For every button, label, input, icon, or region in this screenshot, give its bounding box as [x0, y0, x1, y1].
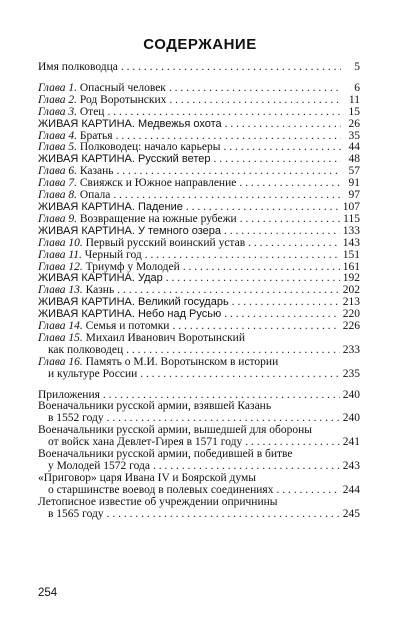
toc-entry-title: ЖИВАЯ КАРТИНА. Медвежья охота — [38, 117, 222, 130]
toc-page-number: 151 — [342, 248, 360, 261]
toc-entry-title: Семья и потомки — [85, 320, 170, 333]
toc-entry-title: о старшинстве воевод в полевых соединениях — [48, 483, 274, 496]
chapter-number: Глава 14. — [38, 320, 83, 333]
toc-page-number: 202 — [342, 284, 360, 297]
toc-entry-title: Имя полководца — [38, 61, 118, 73]
leader-dots — [140, 369, 339, 381]
toc-page-number: 44 — [348, 141, 360, 154]
toc-page-number: 107 — [342, 200, 360, 213]
toc-entry-title: Приложения — [38, 388, 100, 401]
leader-dots — [183, 262, 340, 274]
toc-entry-title-line1: Михаил Иванович Воротынский — [85, 331, 245, 344]
toc-page-number: 91 — [348, 177, 360, 190]
table-of-contents — [38, 62, 360, 521]
toc-entry[interactable] — [38, 473, 360, 497]
toc-entry-title: Казнь — [85, 284, 115, 297]
leader-dots — [232, 297, 340, 309]
toc-entry-title: от войск хана Девлет-Гирея в 1571 году — [48, 436, 243, 449]
toc-entry[interactable] — [38, 107, 360, 119]
toc-page-number: 26 — [348, 117, 360, 130]
toc-entry[interactable] — [38, 497, 360, 521]
toc-page-number: 233 — [342, 343, 360, 356]
toc-page-number: 244 — [342, 483, 360, 496]
toc-entry-title: Братья — [79, 129, 113, 142]
leader-dots — [225, 119, 341, 131]
chapter-number: Глава 5. — [38, 141, 77, 154]
toc-entry[interactable] — [38, 62, 360, 74]
toc-entry-title: Отец — [79, 105, 105, 118]
toc-page-number: 213 — [342, 296, 360, 309]
toc-page-number: 240 — [342, 388, 360, 401]
toc-entry-title: ЖИВАЯ КАРТИНА. Небо над Русью — [38, 308, 222, 321]
toc-entry[interactable] — [38, 449, 360, 473]
leader-dots — [239, 178, 341, 190]
chapter-number: Глава 15. — [38, 331, 83, 344]
chapter-number: Глава 9. — [38, 212, 77, 225]
toc-entry-title: Казань — [79, 165, 114, 178]
toc-entry[interactable] — [38, 401, 360, 425]
toc-entry[interactable] — [38, 333, 360, 357]
leader-dots — [166, 273, 340, 285]
toc-entry-title: ЖИВАЯ КАРТИНА. Русский ветер — [38, 153, 211, 166]
leader-dots — [224, 309, 339, 321]
toc-page-number: 57 — [348, 165, 360, 178]
page-title: СОДЕРЖАНИЕ — [143, 36, 257, 53]
leader-dots — [240, 214, 340, 226]
leader-dots — [107, 107, 341, 119]
toc-entry-title: Триумф у Молодей — [85, 260, 180, 273]
leader-dots — [276, 485, 339, 497]
toc-entry-title: Род Воротынских — [79, 93, 167, 106]
toc-entry-title: Полководец: начало карьеры — [79, 141, 221, 154]
toc-page-number: 15 — [348, 105, 360, 118]
toc-entry-title: Черный год — [84, 248, 142, 261]
toc-entry-title: Свияжск и Южное направление — [79, 177, 237, 190]
leader-dots — [107, 509, 340, 521]
toc-entry-title-line1: Память о М.И. Воротынском в истории — [85, 355, 279, 368]
toc-page-number: 48 — [348, 153, 360, 166]
chapter-number: Глава 3. — [38, 105, 77, 118]
leader-dots — [213, 154, 341, 166]
chapter-number: Глава 7. — [38, 177, 77, 190]
toc-entry-title: как полководец — [48, 343, 124, 356]
toc-page-number: 245 — [342, 507, 360, 520]
chapter-number: Глава 11. — [38, 248, 82, 261]
toc-page-number: 133 — [342, 224, 360, 237]
toc-entry[interactable] — [38, 214, 360, 226]
toc-entry-title: и культуре России — [48, 367, 138, 380]
toc-entry-title-line1: Военачальники русской армии, победившей в битве — [38, 448, 293, 461]
toc-page-number: 241 — [342, 436, 360, 449]
chapter-number: Глава 6. — [38, 165, 77, 178]
toc-page-number: 6 — [354, 81, 360, 94]
toc-entry-title-line1: «Приговор» царя Ивана IV и Боярской думы — [38, 471, 256, 484]
toc-entry-title-line1: Летописное известие об учреждении опричнины — [38, 495, 278, 508]
toc-entry-title: ЖИВАЯ КАРТИНА. Великий государь — [38, 296, 229, 309]
page-number: 254 — [38, 587, 58, 599]
toc-entry-title: в 1565 году — [48, 507, 104, 520]
toc-entry-title: Первый русский воинский устав — [85, 236, 246, 249]
toc-entry[interactable] — [38, 357, 360, 381]
toc-entry-title: ЖИВАЯ КАРТИНА. Падение — [38, 200, 183, 213]
leader-dots — [223, 142, 341, 154]
toc-page-number: 235 — [342, 367, 360, 380]
toc-entry-title: у Молодей 1572 года — [48, 460, 150, 472]
toc-entry-title: в 1552 году — [48, 412, 104, 425]
leader-dots — [169, 83, 341, 95]
toc-page-number: 240 — [342, 412, 360, 425]
chapter-number: Глава 1. — [38, 81, 77, 94]
leader-dots — [169, 95, 341, 107]
leader-dots — [121, 62, 341, 74]
toc-entry-title-line1: Военачальники русской армии, вышедшей для обороны — [38, 424, 313, 437]
toc-entry-title-line1: Военачальники русской армии, взявшей Казань — [38, 400, 272, 413]
toc-page-number: 143 — [342, 236, 360, 249]
toc-entry[interactable] — [38, 425, 360, 449]
chapter-number: Глава 13. — [38, 284, 83, 297]
toc-page-number: 243 — [342, 460, 360, 472]
toc-page-number: 226 — [342, 320, 360, 333]
chapter-number: Глава 16. — [38, 355, 83, 368]
toc-entry-title: ЖИВАЯ КАРТИНА. Удар — [38, 272, 163, 285]
toc-entry-title: Опала — [79, 189, 111, 202]
leader-dots — [248, 238, 340, 250]
toc-page-number: 11 — [348, 93, 360, 106]
toc-page-number: 115 — [343, 212, 360, 225]
chapter-number: Глава 8. — [38, 189, 77, 202]
chapter-number: Глава 4. — [38, 129, 77, 142]
toc-page-number: 35 — [348, 129, 360, 142]
toc-page-number: 5 — [354, 61, 360, 73]
chapter-number: Глава 2. — [38, 93, 77, 106]
chapter-number: Глава 12. — [38, 260, 83, 273]
toc-page-number: 97 — [348, 189, 360, 202]
chapter-number: Глава 10. — [38, 236, 83, 249]
toc-entry-title: Опасный человек — [79, 81, 166, 94]
toc-page-number: 192 — [342, 272, 360, 285]
toc-entry-title: ЖИВАЯ КАРТИНА. У темного озера — [38, 224, 222, 237]
toc-entry-title: Возвращение на южные рубежи — [79, 212, 237, 225]
toc-page-number: 161 — [342, 260, 360, 273]
toc-page-number: 220 — [342, 308, 360, 321]
